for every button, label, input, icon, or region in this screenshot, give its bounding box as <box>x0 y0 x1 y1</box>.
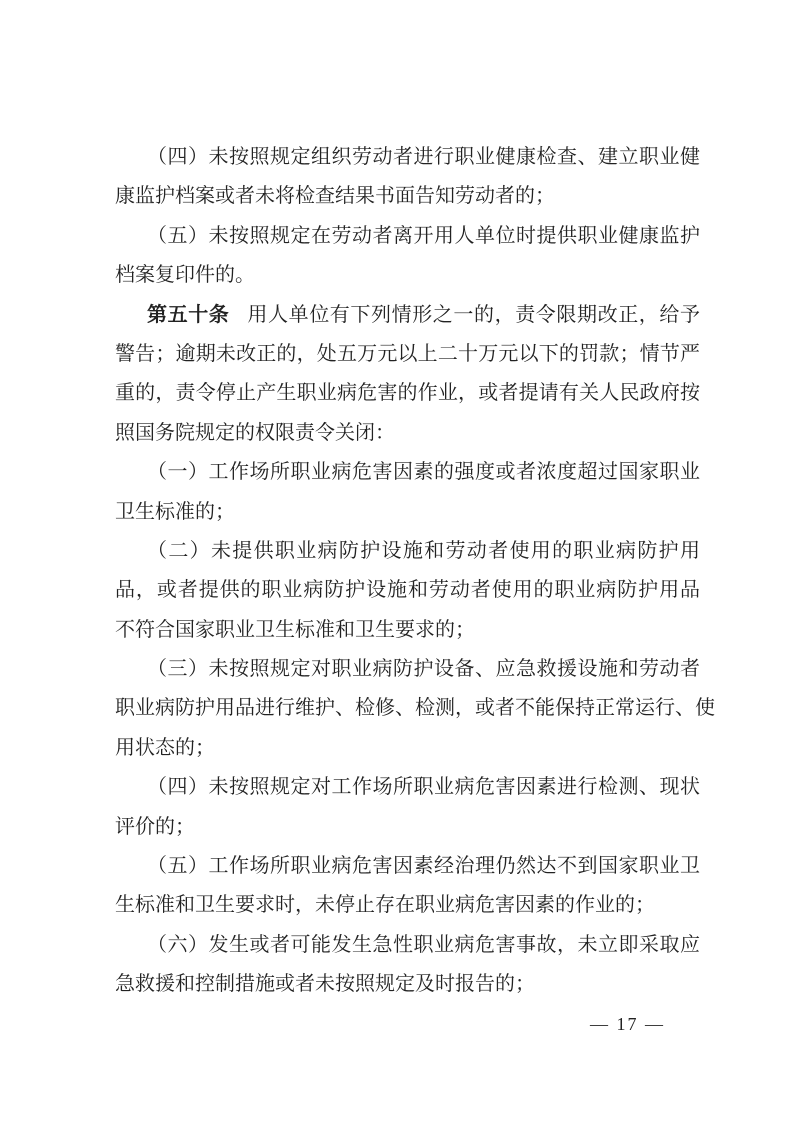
text-line <box>115 885 700 924</box>
page-number: — 17 — <box>590 1014 665 1034</box>
text-line <box>115 176 700 215</box>
line-text: 照国务院规定的权限责令关闭： <box>115 419 395 444</box>
line-text: 评价的； <box>115 813 195 838</box>
line-text: 职业病防护用品进行维护、检修、检测，或者不能保持正常运行、使 <box>115 695 715 720</box>
text-line <box>115 492 700 531</box>
text-line <box>115 334 700 373</box>
text-line <box>115 688 715 727</box>
paragraph <box>115 767 700 846</box>
text-line <box>115 610 700 649</box>
document-body <box>115 137 715 1004</box>
line-text: 急救援和控制措施或者未按照规定及时报告的； <box>115 971 535 996</box>
line-text: （五）未按照规定在劳动者离开用人单位时提供职业健康监护 <box>147 222 700 247</box>
line-text: 用人单位有下列情形之一的，责令限期改正，给予 <box>247 301 701 326</box>
text-line <box>115 413 700 452</box>
text-line <box>115 255 700 294</box>
line-text: 警告；逾期未改正的，处五万元以上二十万元以下的罚款；情节严 <box>115 340 700 365</box>
paragraph <box>115 295 700 453</box>
text-line <box>115 531 700 570</box>
text-line <box>115 728 700 767</box>
line-text: 不符合国家职业卫生标准和卫生要求的； <box>115 616 475 641</box>
paragraph <box>115 452 700 531</box>
line-text: 用状态的； <box>115 734 215 759</box>
line-text: （六）发生或者可能发生急性职业病危害事故，未立即采取应 <box>147 931 700 956</box>
text-line <box>115 767 700 806</box>
text-line <box>115 964 700 1003</box>
line-text: 生标准和卫生要求时，未停止存在职业病危害因素的作业的； <box>115 892 655 917</box>
text-line <box>115 925 700 964</box>
text-line <box>115 373 700 412</box>
line-text: （二）未提供职业病防护设施和劳动者使用的职业病防护用 <box>147 537 700 562</box>
line-text: 档案复印件的。 <box>115 262 255 287</box>
line-text: （四）未按照规定对工作场所职业病危害因素进行检测、现状 <box>147 774 700 799</box>
text-line <box>115 452 700 491</box>
text-line <box>115 216 700 255</box>
text-line <box>115 649 700 688</box>
line-text: （五）工作场所职业病危害因素经治理仍然达不到国家职业卫 <box>147 853 700 878</box>
line-text: （一）工作场所职业病危害因素的强度或者浓度超过国家职业 <box>147 459 700 484</box>
line-text: 卫生标准的； <box>115 498 235 523</box>
paragraph <box>115 925 700 1004</box>
line-text: 重的，责令停止产生职业病危害的作业，或者提请有关人民政府按 <box>115 380 700 405</box>
text-line <box>115 807 700 846</box>
paragraph <box>115 137 700 216</box>
paragraph <box>115 846 700 925</box>
paragraph <box>115 531 700 649</box>
line-text: 品，或者提供的职业病防护设施和劳动者使用的职业病防护用品 <box>115 577 700 602</box>
text-line <box>115 570 700 609</box>
text-line <box>115 846 700 885</box>
text-line <box>115 295 700 334</box>
paragraph <box>115 216 700 295</box>
text-line <box>115 137 700 176</box>
line-text: 康监护档案或者未将检查结果书面告知劳动者的； <box>115 183 555 208</box>
line-text: （三）未按照规定对职业病防护设备、应急救援设施和劳动者 <box>147 656 700 681</box>
article-heading: 第五十条 <box>147 301 230 326</box>
paragraph <box>115 649 715 767</box>
line-text: （四）未按照规定组织劳动者进行职业健康检查、建立职业健 <box>147 144 700 168</box>
